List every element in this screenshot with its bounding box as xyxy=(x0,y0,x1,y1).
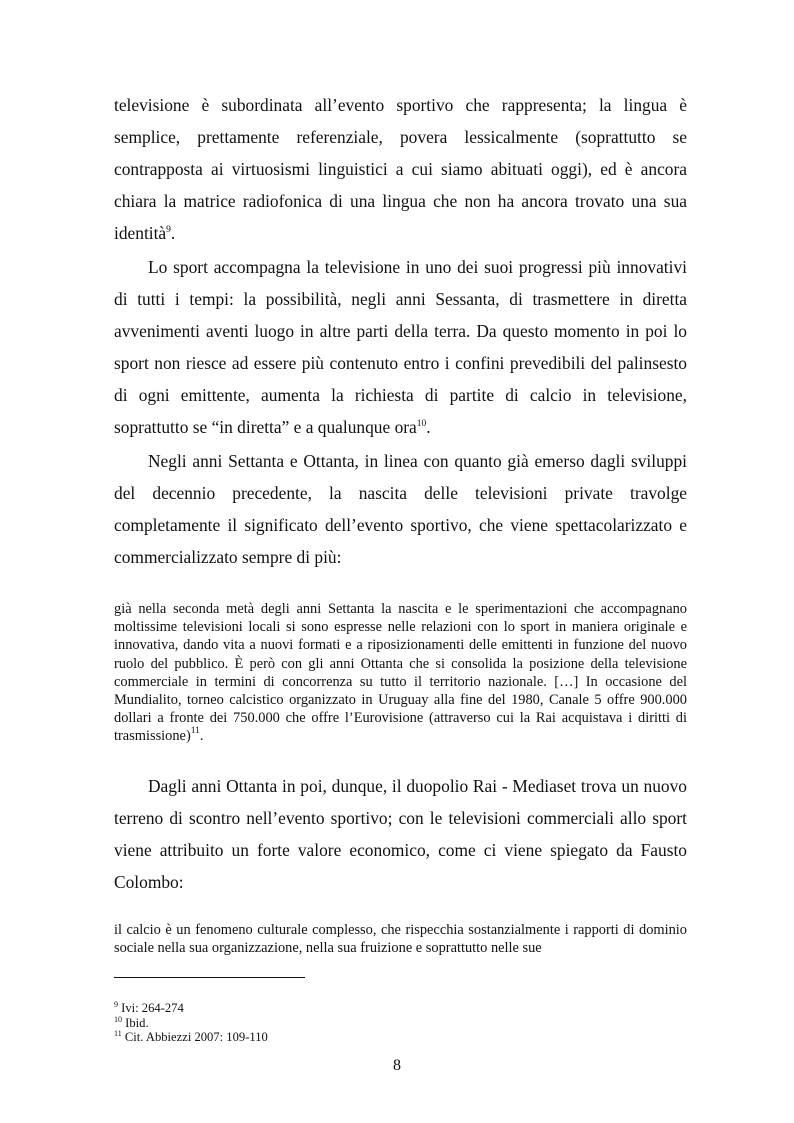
footnotes xyxy=(114,1001,687,1045)
block-quote-1: già nella seconda metà degli anni Settanta la nascita e le sperimentazioni che accompagnano moltissime televisioni locali si sono espresse nelle relazioni con lo sport in maniera originale e innovativa, dando vita a nuovi formati e a riposizionamenti delle emittenti in funzione del nuovo ruolo del pubblico. È però con gli anni Ottanta che si consolida la posizione della televisione commerciale in termini di concorrenza su tutto il territorio nazionale. […] In occasione del Mundialito, torneo calcistico organizzato in Uruguay alla fine del 1980, Canale 5 offre 900.000 dollari a fronte dei 750.000 che offre l’Eurovisione (attraverso cui la Rai acquistava i diritti di trasmissione)$^{11}$. xyxy=(114,601,687,745)
footnote-separator xyxy=(114,977,305,978)
paragraph-1: televisione è subordinata all’evento sportivo che rappresenta; la lingua è semplice, prettamente referenziale, povera lessicalmente (soprattutto se contrapposta ai virtuosismi linguistici a cui siamo abituati oggi), ed è ancora chiara la matrice radiofonica di una lingua che non ha ancora trovato una sua identità$^9$. xyxy=(114,95,687,243)
footnote-9: $^9$ Ivi: 264-274 xyxy=(114,1000,184,1015)
footnote-ref-11[interactable]: 11 xyxy=(190,726,200,737)
paragraph-4: Dagli anni Ottanta in poi, dunque, il duopolio Rai - Mediaset trova un nuovo terreno di scontro nell’evento sportivo; con le televisioni commerciali allo sport viene attribuito un forte valore economico, come ci viene spiegato da Fausto Colombo: xyxy=(114,776,687,892)
footnote-11: $^{11}$ Cit. Abbiezzi 2007: 109-110 xyxy=(114,1029,268,1044)
main-text-section-2 xyxy=(114,770,687,898)
main-text-section xyxy=(114,89,687,573)
paragraph-3: Negli anni Settanta e Ottanta, in linea con quanto già emerso dagli sviluppi del decennio precedente, la nascita delle televisioni private travolge completamente il significato dell’evento sportivo, che viene spettacolarizzato e commercializzato sempre di più: xyxy=(114,451,687,567)
footnote-10: $^{10}$ Ibid. xyxy=(114,1014,149,1030)
paragraph-2: Lo sport accompagna la televisione in uno dei suoi progressi più innovativi di tutti i tempi: la possibilità, negli anni Sessanta, di trasmettere in diretta avvenimenti aventi luogo in altre parti della terra. Da questo momento in poi lo sport non riesce ad essere più contenuto entro i confini prevedibili del palinsesto di ogni emittente, aumenta la richiesta di partite di calcio in televisione, soprattutto se “in diretta” e a qualunque ora$^{10}$. xyxy=(114,257,687,437)
footnote-ref-10[interactable]: 10 xyxy=(416,419,427,429)
block-quote-2: il calcio è un fenomeno culturale complesso, che rispecchia sostanzialmente i rapporti di dominio sociale nella sua organizzazione, nella sua fruizione e soprattutto nelle sue xyxy=(114,922,687,957)
page-number: 8 xyxy=(393,1057,401,1074)
footnote-ref-9[interactable]: 9 xyxy=(166,225,171,235)
